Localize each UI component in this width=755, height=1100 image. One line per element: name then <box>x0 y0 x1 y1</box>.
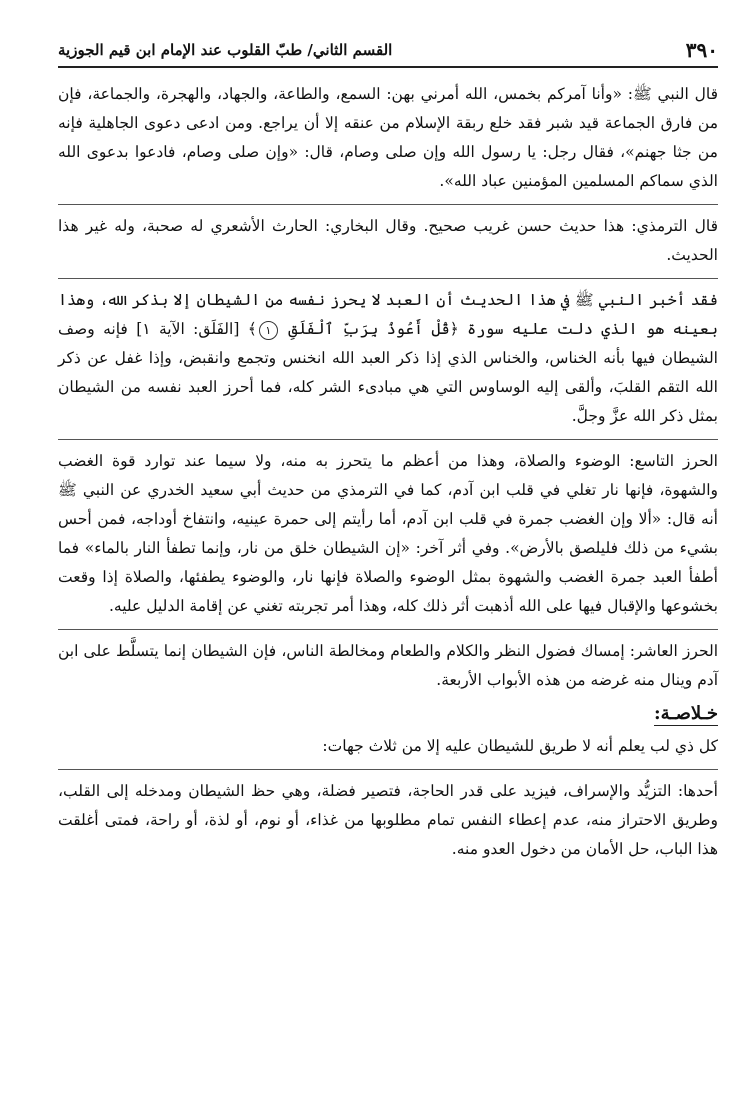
ayah-number-marker: ١ <box>259 321 278 340</box>
divider <box>58 439 718 440</box>
page-header <box>58 36 718 64</box>
divider <box>58 204 718 205</box>
summary-heading-wrap <box>58 701 718 726</box>
page-number: ٣٩٠ <box>685 38 718 62</box>
summary-heading: خـلاصـة: <box>654 703 718 724</box>
paragraph-tenth-protection: الحرز العاشر: إمساك فضول النظر والكلام والطعام ومخالطة الناس، فإن الشيطان إنما يتسلَّط على ابن آدم وينال منه غرضه من هذه الأبواب الأربعة. <box>58 642 718 689</box>
divider <box>58 278 718 279</box>
divider <box>58 769 718 770</box>
paragraph-ninth-protection: الحرز التاسع: الوضوء والصلاة، وهذا من أعظم ما يتحرز به منه، ولا سيما عند توارد قوة الغضب والشهوة، فإنها نار تغلي في قلب ابن آدم، كما في الترمذي من حديث أبي سعيد الخدري عن النبي ﷺ أنه قال: «ألا وإن الغضب جمرة في قلب ابن آدم، أما رأيتم إلى حمرة عينيه، وانتفاخ أوداجه، فمن أحس بشيء من ذلك فليلصق بالأرض». وفي أثر آخر: «إن الشيطان خلق من نار، وإنما تطفأ النار بالماء» فما أطفأ العبد جمرة الغضب والشهوة بمثل الوضوء والصلاة فإنها نار، والوضوء يطفئها، والصلاة إذا وقعت بخشوعها والإقبال فيها على الله أذهبت أثر ذلك كله، وهذا أمر تجربته تغني عن إقامة الدليل عليه. <box>58 452 718 615</box>
paragraph-hadith: قال النبي ﷺ: «وأنا آمركم بخمس، الله أمرني بهن: السمع، والطاعة، والجهاد، والهجرة، والجماعة، فإن من فارق الجماعة قيد شبر فقد خلع ربقة الإسلام من عنقه إلا أن يراجع. ومن ادعى دعوى الجاهلية فإنه من جثا جهنم»، فقال رجل: يا رسول الله وإن صلى وصام، قال: «وإن صلى وصام، فادعوا بدعوى الله الذي سماكم المسلمين المؤمنين عباد الله». <box>58 85 718 190</box>
paragraph-summary-intro: كل ذي لب يعلم أنه لا طريق للشيطان عليه إلا من ثلاث جهات: <box>322 737 718 755</box>
paragraph-dhikr-explanation <box>58 286 718 435</box>
paragraph-tirmidhi-note: قال الترمذي: هذا حديث حسن غريب صحيح. وقال البخاري: الحارث الأشعري له صحبة، وله غير هذا الحديث. <box>58 217 718 264</box>
paragraph-text-part: ﴾ [الفَلَق: الآية ١] فإنه وصف الشيطان فيها بأنه الخناس، والخناس الذي إذا ذكر العبد الله انخنس وتجمع وانقبض، وإذا غفل عن ذكر الله التقم القلبَ، وألقى إليه الوساوس التي هي مبادىء الشر كله، فما أحرز العبد نفسه من الشيطان بمثل ذكر الله عزَّ وجلَّ. <box>58 320 718 425</box>
header-divider <box>58 66 718 68</box>
paragraph-first-way: أحدها: التزيُّد والإسراف، فيزيد على قدر الحاجة، فتصير فضلة، وهي حظ الشيطان ومدخله إلى القلب، وطريق الاحتراز منه، عدم إعطاء النفس تمام مطلوبها من غذاء، أو نوم، أو لذة، أو راحة، فمتى أغلقت هذا الباب، حل الأمان من دخول العدو منه. <box>58 782 718 858</box>
running-title: القسم الثاني/ طبّ القلوب عند الإمام ابن قيم الجوزية <box>58 41 393 59</box>
paragraph-text-part: فقد أخبر النبي ﷺ في هذا الحديث أن العبد لا يحرز نفسه من الشيطان إلا بذكر الله، وهذا بعينه هو الذي دلت عليه سورة ﴿قُلْ أَعُوذُ بِرَبِّ ٱلْفَلَقِ <box>58 291 718 338</box>
page-body <box>58 80 718 1080</box>
divider <box>58 629 718 630</box>
